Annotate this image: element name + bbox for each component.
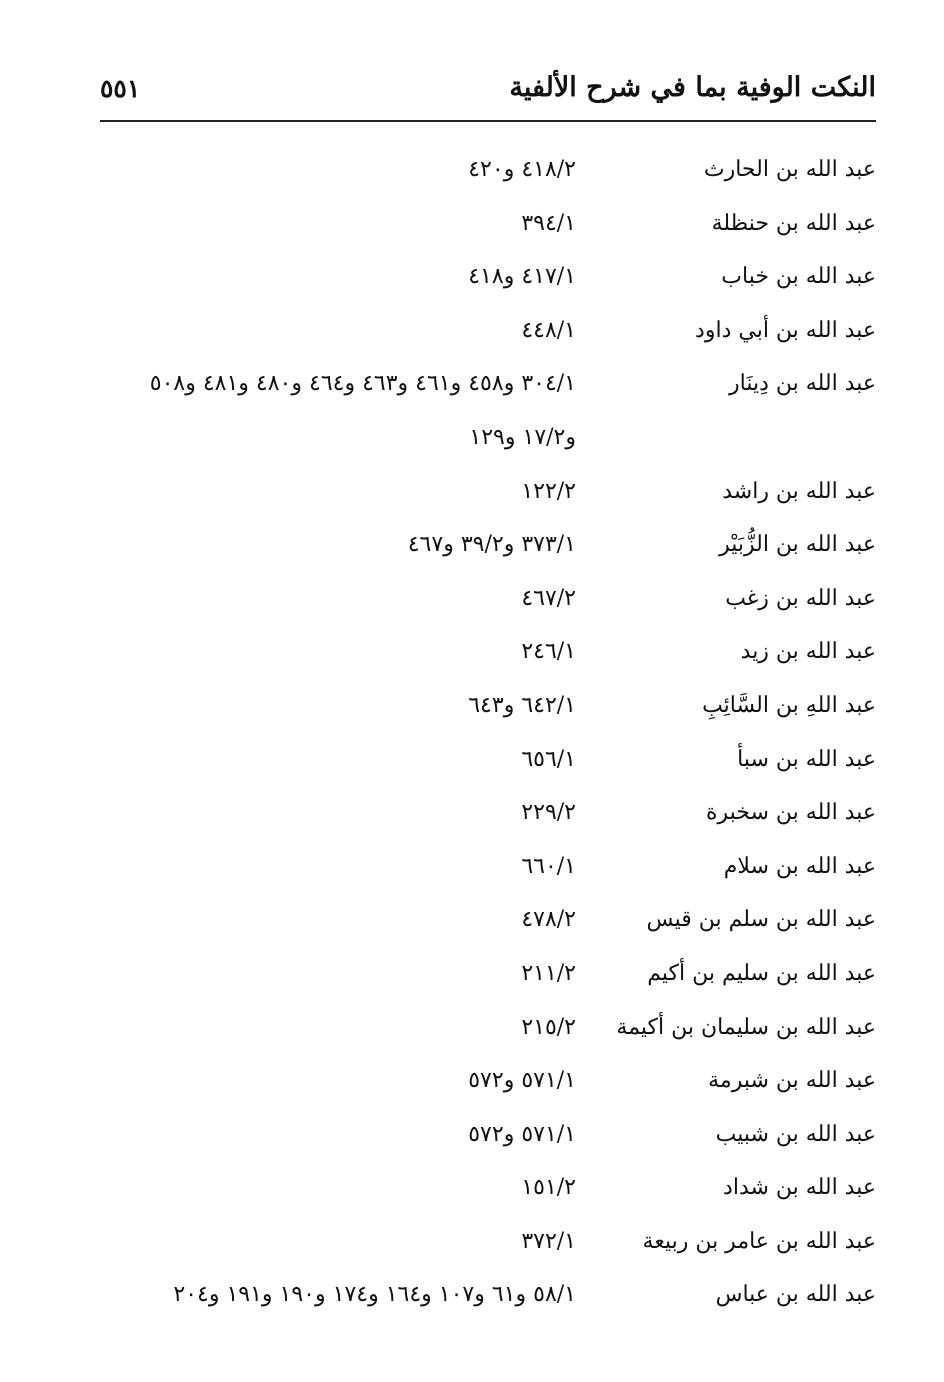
entry-references: ٥٨/١ و٦١ و١٠٧ و١٦٤ و١٧٤ و١٩٠ و١٩١ و٢٠٤ — [173, 1282, 576, 1308]
index-entry-continuation — [100, 415, 876, 469]
index-entry — [100, 737, 876, 791]
entry-references: ٤١٨/٢ و٤٢٠ — [468, 157, 576, 182]
page-number: ٥٥١ — [100, 74, 141, 103]
index-list — [100, 147, 876, 1326]
index-entry — [100, 361, 876, 415]
entry-references: ٦٦٠/١ — [521, 853, 576, 879]
entry-name: عبد الله بن زغب — [725, 585, 876, 611]
index-entry — [100, 1058, 876, 1112]
entry-references: ٣٧٢/١ — [521, 1228, 576, 1254]
entry-name: عبد الله بن الزُّبَيْر — [719, 532, 876, 558]
index-entry — [100, 629, 876, 683]
entry-name: عبد الله بن عباس — [715, 1282, 876, 1308]
header-divider — [100, 120, 876, 122]
entry-name: عبد الله بن شداد — [723, 1175, 876, 1201]
entry-name: عبد الله بن سلم بن قيس — [646, 907, 876, 933]
entry-name: عبد الله بن حنظلة — [711, 210, 876, 236]
index-entry — [100, 897, 876, 951]
index-entry — [100, 201, 876, 255]
entry-references: ٥٧١/١ و٥٧٢ — [468, 1121, 576, 1147]
index-entry — [100, 1165, 876, 1219]
running-title: النكت الوفية بما في شرح الألفية — [509, 72, 876, 103]
entry-references: ٢٢٩/٢ — [521, 800, 576, 826]
index-entry — [100, 683, 876, 737]
entry-name: عبد الله بن عامر بن ربيعة — [642, 1228, 876, 1254]
entry-name: عبد الله بن دِينَار — [729, 371, 876, 397]
entry-name: عبد الله بن سبأ — [737, 746, 876, 772]
entry-name: عبد الله بن سليمان بن أكيمة — [616, 1014, 876, 1040]
entry-references: ٦٤٢/١ و٦٤٣ — [468, 692, 576, 718]
entry-references: ٥٧١/١ و٥٧٢ — [468, 1068, 576, 1094]
entry-name: عبد الله بن شبيب — [715, 1121, 876, 1147]
index-entry — [100, 522, 876, 576]
entry-references: ١٢٢/٢ — [521, 478, 576, 504]
index-entry — [100, 1112, 876, 1166]
entry-references: ٣٩٤/١ — [521, 210, 576, 236]
entry-references: ٤١٧/١ و٤١٨ — [468, 264, 576, 290]
entry-name: عبد اللهِ بن السَّائِبِ — [702, 692, 876, 718]
index-entry — [100, 1272, 876, 1326]
entry-name: عبد الله بن سليم بن أكيم — [647, 960, 876, 986]
entry-name: عبد الله بن سلام — [723, 853, 876, 879]
entry-references: و١٧/٢ و١٢٩ — [469, 424, 576, 450]
index-entry — [100, 951, 876, 1005]
index-entry — [100, 790, 876, 844]
running-header — [100, 68, 876, 118]
entry-name: عبد الله بن أبي داود — [695, 317, 876, 343]
entry-name: عبد الله بن سخبرة — [706, 800, 876, 826]
entry-references: ٦٥٦/١ — [521, 746, 576, 772]
entry-name: عبد الله بن الحارث — [703, 157, 876, 182]
entry-references: ١٥١/٢ — [521, 1175, 576, 1201]
index-entry — [100, 1219, 876, 1273]
entry-references: ٢١١/٢ — [521, 960, 576, 986]
entry-name: عبد الله بن زيد — [740, 639, 876, 665]
entry-references: ٢٤٦/١ — [521, 639, 576, 665]
index-entry — [100, 576, 876, 630]
index-entry — [100, 147, 876, 201]
entry-references: ٣٠٤/١ و٤٥٨ و٤٦١ و٤٦٣ و٤٦٤ و٤٨٠ و٤٨١ و٥٠٨ — [149, 371, 576, 397]
entry-references: ٤٤٨/١ — [521, 317, 576, 343]
index-entry — [100, 469, 876, 523]
entry-references: ٣٧٣/١ و٣٩/٢ و٤٦٧ — [407, 532, 576, 558]
index-entry — [100, 844, 876, 898]
entry-name: عبد الله بن شبرمة — [708, 1068, 876, 1094]
entry-name: عبد الله بن راشد — [722, 478, 876, 504]
index-entry — [100, 1005, 876, 1059]
entry-references: ٤٧٨/٢ — [521, 907, 576, 933]
entry-name: عبد الله بن خباب — [721, 264, 876, 290]
entry-references: ٤٦٧/٢ — [521, 585, 576, 611]
index-entry — [100, 308, 876, 362]
entry-references: ٢١٥/٢ — [521, 1014, 576, 1040]
index-entry — [100, 254, 876, 308]
